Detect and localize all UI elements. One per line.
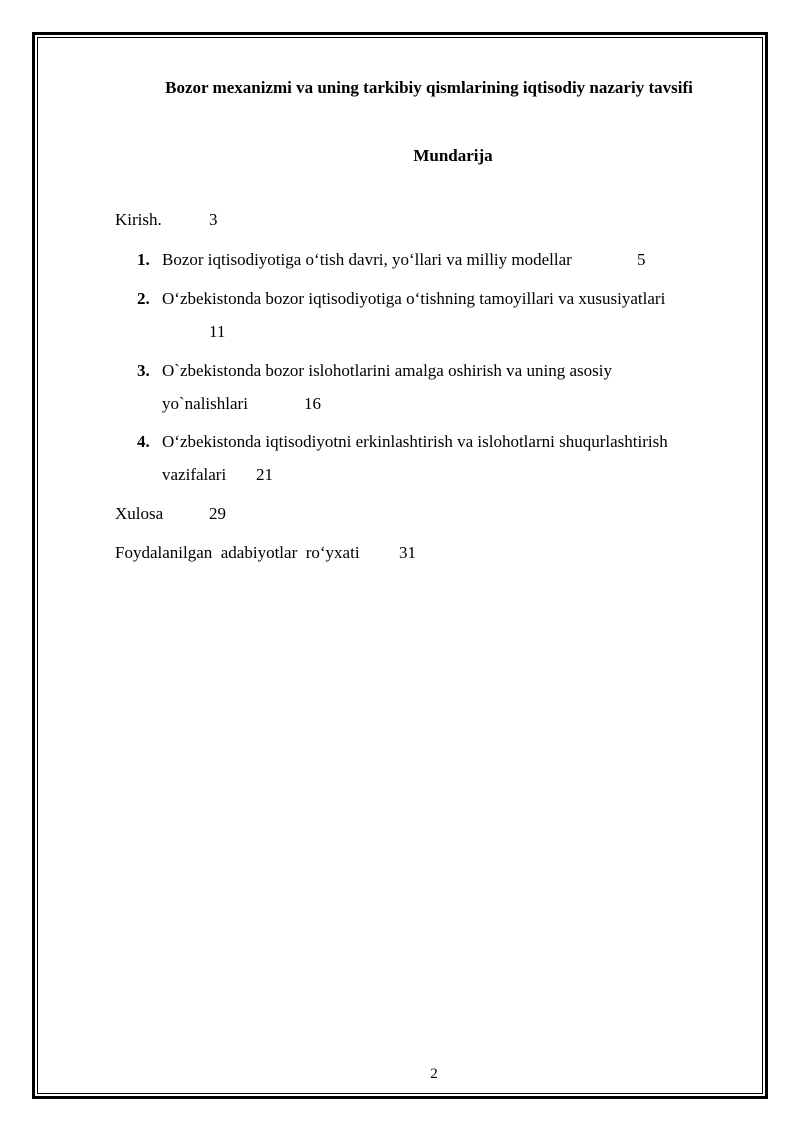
page-number: 2 xyxy=(430,1066,438,1082)
toc-item-4-number: 4. xyxy=(137,432,150,451)
toc-item-1-text: Bozor iqtisodiyotiga o‘tish davri, yo‘llari va milliy modellar xyxy=(162,250,572,269)
toc-heading: Mundarija xyxy=(413,146,493,165)
toc-item-3-page: 16 xyxy=(304,394,321,413)
document-title: Bozor mexanizmi va uning tarkibiy qismlarining iqtisodiy nazariy tavsifi xyxy=(165,78,693,97)
toc-conclusion-label: Xulosa xyxy=(115,504,164,523)
toc-intro-label: Kirish. xyxy=(115,210,162,229)
toc-item-4-text-line-1: O‘zbekistonda iqtisodiyotni erkinlashtirish va islohotlarni shuqurlashtirish xyxy=(162,432,668,451)
toc-item-3-text-line-2: yo`nalishlari xyxy=(162,394,248,413)
toc-conclusion-page: 29 xyxy=(209,504,226,523)
toc-item-2-page: 11 xyxy=(209,322,226,341)
toc-item-1-number: 1. xyxy=(137,250,150,269)
toc-references-page: 31 xyxy=(399,543,416,562)
page-border-inner xyxy=(37,37,763,1094)
toc-item-2-number: 2. xyxy=(137,289,150,308)
toc-item-3-number: 3. xyxy=(137,361,150,380)
toc-item-4-page: 21 xyxy=(256,465,273,484)
toc-references-label: Foydalanilgan adabiyotlar ro‘yxati xyxy=(115,543,360,562)
toc-item-2-text: O‘zbekistonda bozor iqtisodiyotiga o‘tishning tamoyillari va xususiyatlari xyxy=(162,289,666,308)
toc-item-1-page: 5 xyxy=(637,250,646,269)
toc-item-3-text-line-1: O`zbekistonda bozor islohotlarini amalga oshirish va uning asosiy xyxy=(162,361,612,380)
toc-item-4-text-line-2: vazifalari xyxy=(162,465,227,484)
toc-intro-page: 3 xyxy=(209,210,218,229)
